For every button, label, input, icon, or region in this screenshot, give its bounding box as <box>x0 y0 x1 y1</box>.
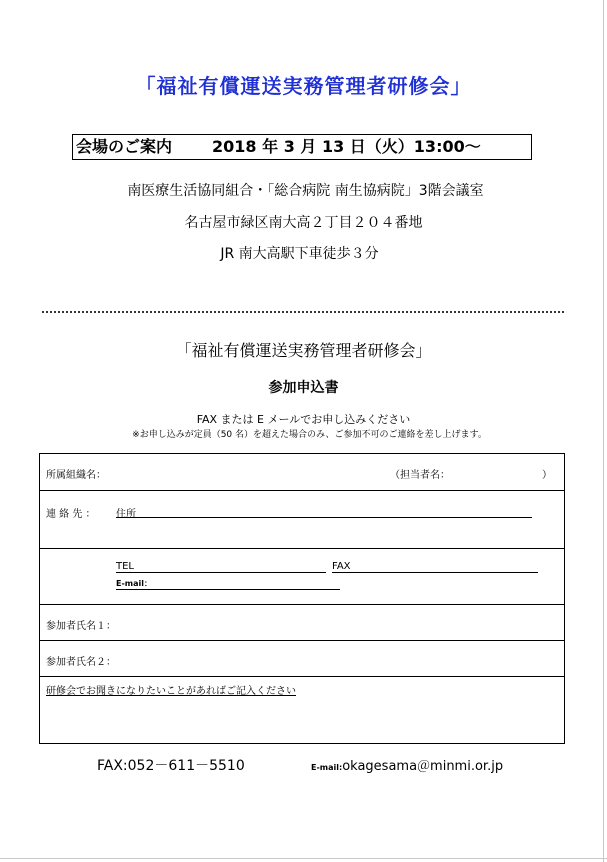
tel-underline <box>116 572 326 573</box>
fax-underline <box>332 572 538 573</box>
footer-email-address[interactable]: okagesama＠minmi.or.jp <box>342 759 504 774</box>
footer-fax: FAX:052－611－5510 <box>97 758 245 774</box>
org-row[interactable] <box>40 454 564 491</box>
questions-row[interactable] <box>40 677 564 743</box>
phone-row[interactable] <box>40 549 564 605</box>
venue-address: 名古屋市緑区南大高２丁目２０４番地 <box>184 215 423 231</box>
venue-location: 南医療生活協同組合・「総合病院 南生協病院」3階会議室 <box>127 183 484 199</box>
fax-label: FAX <box>332 561 351 572</box>
application-form <box>39 453 565 744</box>
venue-box <box>72 134 532 160</box>
page-edge-bottom <box>0 858 607 859</box>
contact-row[interactable] <box>40 491 564 549</box>
tel-label: TEL <box>116 561 134 572</box>
venue-access: JR 南大高駅下車徒歩３分 <box>220 246 379 262</box>
venue-datetime: 2018 年 3 月 13 日（火）13:00～ <box>212 137 481 156</box>
participant1-label: 参加者氏名１： <box>46 621 116 632</box>
person-close: ） <box>542 470 552 481</box>
venue-label: 会場のご案内 <box>76 137 173 156</box>
cut-line <box>42 311 564 313</box>
participant1-row[interactable] <box>40 605 564 641</box>
footer-email-label: E-mail: <box>311 763 343 772</box>
email-underline <box>116 589 340 590</box>
participant2-row[interactable] <box>40 641 564 677</box>
contact-label: 連 絡 先 ： <box>46 509 96 520</box>
person-label: （担当者名： <box>390 470 450 481</box>
footer-email <box>311 755 503 774</box>
org-label: 所属組織名： <box>46 470 106 481</box>
address-label: 住所 <box>116 509 136 520</box>
form-title: 「福祉有償運送実務管理者研修会」 <box>175 341 432 360</box>
form-instruction: FAX または E メールでお申し込みください <box>196 413 411 426</box>
page-title: 「福祉有償運送実務管理者研修会」 <box>135 74 472 98</box>
questions-label: 研修会でお聞きになりたいことがあればご記入ください <box>46 686 296 697</box>
form-subtitle: 参加申込書 <box>268 380 339 396</box>
address-underline <box>116 517 532 518</box>
form-note: ※お申し込みが定員（50 名）を超えた場合のみ、ご参加不可のご連絡を差し上げます。 <box>132 430 487 440</box>
email-label: E-mail： <box>116 579 153 588</box>
participant2-label: 参加者氏名２： <box>46 657 116 668</box>
